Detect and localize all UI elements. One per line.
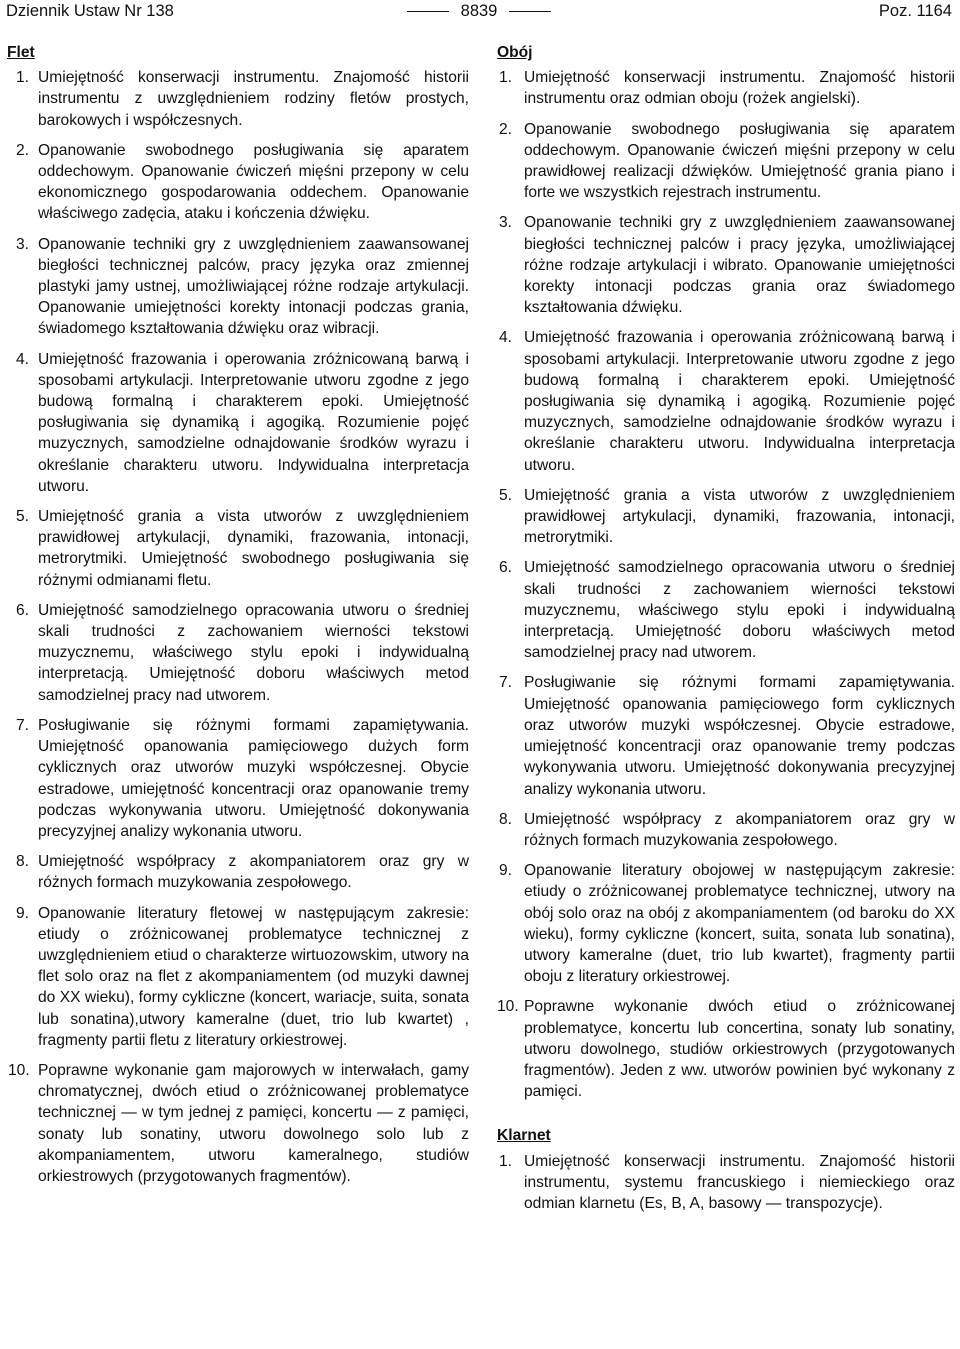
list-item xyxy=(7,600,469,706)
position-number: Poz. 1164 xyxy=(878,2,952,20)
item-number: 2. xyxy=(16,141,30,159)
item-text: Umiejętność frazowania i operowania zróżnicowaną barwą i sposobami artykulacji. Interpretowanie utworu zgodne z jego budową formalną i charakterem epoki. Umiejętność posługiwania się dynamiką i agogiką. Rozumienie pojęć muzycznych, samodzielne odnajdowanie środków wyrazu i określanie charakteru utworu. Indywidualna interpretacja utworu. xyxy=(38,350,469,495)
item-text: Opanowanie literatury obojowej w następującym zakresie: etiudy o zróżnicowanej problematyce technicznej, utwory na obój solo oraz na obój z akompaniamentem (od baroku do XX wieku), formy cykliczne (koncert, suita, sonata lub sonatina), utwory kameralne (duet, trio lub kwartet), fragmenty partii oboju z literatury orkiestrowej. xyxy=(524,862,955,986)
right-column xyxy=(497,42,955,1223)
list-item xyxy=(497,672,955,799)
item-text: Opanowanie techniki gry z uwzględnieniem zaawansowanej biegłości technicznej palców, pracy języka oraz zmiennej plastyki jamy ustnej, umożliwiającej różne rodzaje artykulacji. Opanowanie umiejętności korekty intonacji podczas grania, świadomego kształtowania dźwięku oraz wibracji. xyxy=(38,235,469,338)
item-number: 8. xyxy=(16,853,30,871)
section-title-flet: Flet xyxy=(7,44,35,61)
item-text: Umiejętność konserwacji instrumentu. Znajomość historii instrumentu z uwzględnieniem rodziny fletów prostych, barokowych i współczesnych. xyxy=(38,69,469,129)
item-text: Umiejętność grania a vista utworów z uwzględnieniem prawidłowej artykulacji, dynamiki, frazowania, intonacji, metrorytmiki. Umiejętność swobodnego posługiwania się różnymi odmianami fletu. xyxy=(38,508,469,589)
item-number: 5. xyxy=(499,486,513,504)
item-text: Umiejętność grania a vista utworów z uwzględnieniem prawidłowej artykulacji, dynamiki, frazowania, intonacji, metrorytmiki. xyxy=(524,486,955,547)
journal-title: Dziennik Ustaw Nr 138 xyxy=(6,2,174,20)
list-item xyxy=(497,119,955,204)
item-number: 10. xyxy=(497,998,519,1016)
list-item xyxy=(497,557,955,663)
section-title-klarnet: Klarnet xyxy=(497,1127,551,1145)
item-text: Posługiwanie się różnymi formami zapamiętywania. Umiejętność opanowania pamięciowego form cyklicznych oraz utworów muzyki współczesnej. Obycie estradowe, umiejętność koncentracji oraz opanowanie tremy podczas wykonywania utworu. Umiejętność dokonywania precyzyjnej analizy wykonania utworu. xyxy=(524,674,955,798)
item-number: 8. xyxy=(499,810,513,828)
list-item xyxy=(497,327,955,475)
item-text: Umiejętność frazowania i operowania zróżnicowaną barwą i sposobami artykulacji. Interpretowanie utworu zgodne z jego budową formalną i charakterem epoki. Umiejętność posługiwania się dynamiką i agogiką. Rozumienie pojęć muzycznych, samodzielne odnajdowanie środków wyrazu i określanie charakteru utworu. Indywidualna interpretacja utworu. xyxy=(524,329,955,474)
list-item xyxy=(497,996,955,1102)
list-item xyxy=(497,67,955,109)
item-text: Opanowanie techniki gry z uwzględnieniem zaawansowanej biegłości technicznej palców i pracy języka, umożliwiającej różne rodzaje artykulacji i wibrato. Opanowanie umiejętności korekty intonacji podczas grania oraz świadomego kształtowania dźwięku. xyxy=(524,214,955,317)
item-text: Umiejętność samodzielnego opracowania utworu o średniej skali trudności z zachowaniem wierności tekstowi muzycznemu, właściwego stylu epoki i indywidualną interpretacją. Umiejętność doboru właściwych metod samodzielnej pracy nad utworem. xyxy=(38,601,469,704)
item-text: Poprawne wykonanie dwóch etiud o zróżnicowanej problematyce, koncertu lub concertina, sonaty lub sonatiny, utworu dowolnego, studiów orkiestrowych (przygotowanych fragmentów). Jeden z ww. utworów powinien być wykonany z pamięci. xyxy=(524,998,955,1101)
item-text: Posługiwanie się różnymi formami zapamiętywania. Umiejętność opanowania pamięciowego dużych form cyklicznych oraz utworów muzyki współczesnej. Obycie estradowe, umiejętność koncentracji oraz opanowanie tremy podczas wykonywania utworu. Umiejętność dokonywania precyzyjnej analizy wykonania utworu. xyxy=(38,716,469,840)
oboj-list xyxy=(497,67,955,1102)
item-number: 9. xyxy=(16,904,30,922)
list-item xyxy=(7,234,469,340)
list-item xyxy=(7,67,469,131)
item-text: Umiejętność samodzielnego opracowania utworu o średniej skali trudności z zachowaniem wierności tekstowi muzycznemu, właściwego stylu epoki i indywidualną interpretacją. Umiejętność doboru właściwych metod samodzielnej pracy nad utworem. xyxy=(524,559,955,662)
list-item xyxy=(497,485,955,549)
item-number: 2. xyxy=(499,120,513,138)
item-text: Poprawne wykonanie gam majorowych w interwałach, gamy chromatycznej, dwóch etiud o zróżnicowanej problematyce technicznej — w tym jednej z pamięci, koncertu — z pamięci, sonaty lub sonatiny, utworu dowolnego solo lub z akompaniamentem, utworu kameralnego, studiów orkiestrowych (przygotowanych fragmentów). xyxy=(38,1061,469,1185)
item-number: 1. xyxy=(499,69,513,87)
left-column xyxy=(7,42,469,1196)
list-item xyxy=(7,1060,469,1187)
list-item xyxy=(7,715,469,842)
left-dash xyxy=(407,11,449,12)
list-item xyxy=(497,860,955,987)
item-number: 7. xyxy=(499,674,513,692)
section-spacer xyxy=(497,1111,955,1125)
item-number: 5. xyxy=(16,508,30,526)
list-item xyxy=(7,140,469,225)
item-text: Umiejętność współpracy z akompaniatorem oraz gry w różnych formach muzykowania zespołowego. xyxy=(524,810,955,849)
item-number: 7. xyxy=(16,716,30,734)
item-number: 6. xyxy=(16,601,30,619)
item-text: Umiejętność współpracy z akompaniatorem oraz gry w różnych formach muzykowania zespołowego. xyxy=(38,853,469,892)
list-item xyxy=(497,809,955,851)
right-dash xyxy=(509,11,551,12)
section-title-oboj: Obój xyxy=(497,44,533,61)
item-number: 4. xyxy=(16,350,30,368)
list-item xyxy=(7,903,469,1051)
item-text: Umiejętność konserwacji instrumentu. Znajomość historii instrumentu, systemu francuskiego i niemieckiego oraz odmian klarnetu (Es, B, A, basowy — transpozycje). xyxy=(524,1152,955,1212)
item-number: 3. xyxy=(499,214,513,232)
item-number: 1. xyxy=(16,69,30,87)
flet-list xyxy=(7,67,469,1187)
list-item xyxy=(497,1151,955,1215)
list-item xyxy=(7,506,469,591)
item-number: 6. xyxy=(499,559,513,577)
list-item xyxy=(497,212,955,318)
list-item xyxy=(7,349,469,497)
item-number: 3. xyxy=(16,235,30,253)
item-text: Umiejętność konserwacji instrumentu. Znajomość historii instrumentu oraz odmian oboju (rożek angielski). xyxy=(524,69,955,108)
item-text: Opanowanie swobodnego posługiwania się aparatem oddechowym. Opanowanie ćwiczeń mięśni przepony w celu ekonomicznego gospodarowania oddechem. Opanowanie właściwego zadęcia, ataku i kończenia dźwięku. xyxy=(38,141,469,223)
page-number: 8839 xyxy=(460,2,498,20)
page-number-block xyxy=(6,0,952,22)
item-number: 9. xyxy=(499,862,513,880)
klarnet-list xyxy=(497,1151,955,1215)
item-text: Opanowanie literatury fletowej w następującym zakresie: etiudy o zróżnicowanej problematyce technicznej z uwzględnieniem etiud o charakterze wirtuozowskim, utwory na flet solo oraz na flet z akompaniamentem (od muzyki dawnej do XX wieku), formy cykliczne (koncert, wariacje, suita, sonata lub sonatina),utwory kameralne (duet, trio lub kwartet) , fragmenty partii fletu z literatury orkiestrowej. xyxy=(38,904,469,1049)
item-text: Opanowanie swobodnego posługiwania się aparatem oddechowym. Opanowanie ćwiczeń mięśni przepony w celu prawidłowej realizacji dźwięków. Umiejętność grania piano i forte we wszystkich rejestrach instrumentu. xyxy=(524,120,955,202)
page-header xyxy=(6,0,952,22)
item-number: 10. xyxy=(8,1061,30,1079)
list-item xyxy=(7,851,469,893)
item-number: 1. xyxy=(499,1152,513,1170)
item-number: 4. xyxy=(499,329,513,347)
